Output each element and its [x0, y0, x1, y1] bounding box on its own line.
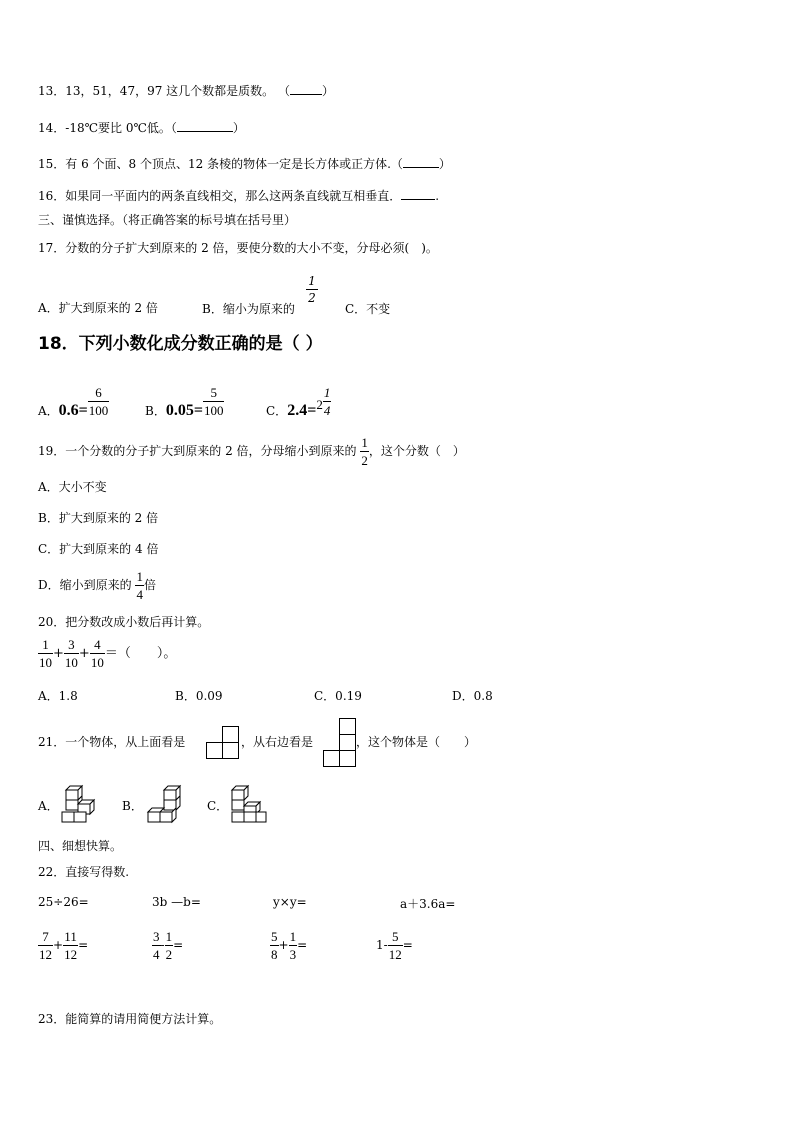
answer-blank[interactable] [403, 167, 439, 168]
calc-item: y×y= [273, 895, 307, 909]
question-20-option-d[interactable]: D．0.8 [452, 689, 493, 703]
calc-item: a＋3.6a= [400, 897, 456, 911]
question-19-option-b[interactable]: B．扩大到原来的 2 倍 [38, 511, 159, 525]
calc-item: $\frac{7}{12}$ + $\frac{11}{12}$ = [39, 929, 89, 962]
fraction: $\frac{5}{100}$ [203, 385, 224, 418]
question-17-option-b-fraction: 1 2 [306, 275, 318, 304]
fraction: $\frac{1}{2}$ [361, 435, 368, 468]
question-18-option-c[interactable]: C．2.4=2 $\frac{1}{4}$ [266, 385, 331, 419]
calc-item: $\frac{3}{4}$ - $\frac{1}{2}$ = [153, 929, 184, 962]
fraction: $\frac{1}{2}$ [165, 929, 173, 962]
question-13-text: 13．13，51，47，97 这几个数都是质数。 （ [38, 84, 290, 98]
calc-item: $\frac{5}{8}$ + $\frac{1}{3}$ = [271, 929, 308, 962]
question-14-text: 14．-18℃要比 0℃低。（ [38, 121, 177, 135]
option-c-cube-figure [228, 784, 268, 824]
question-16-text: 16．如果同一平面内的两条直线相交，那么这两条直线就互相垂直． [38, 189, 402, 203]
question-17-option-b[interactable]: B．缩小为原来的 [202, 302, 295, 316]
calc-item: 25÷26= [38, 895, 89, 909]
question-22: 22．直接写得数. [38, 865, 130, 879]
question-20-option-c[interactable]: C．0.19 [314, 689, 362, 703]
question-20-expression: $\frac{1}{10}$ + $\frac{3}{10}$ + $\frac{4}{10}$ ＝（ ）。 [39, 637, 177, 670]
question-19-option-c[interactable]: C．扩大到原来的 4 倍 [38, 542, 159, 556]
question-14: 14．-18℃要比 0℃低。（ ） [38, 121, 245, 135]
section-heading-4: 四、细想快算。 [38, 839, 123, 853]
fraction: $\frac{6}{100}$ [88, 385, 109, 418]
fraction: $\frac{4}{10}$ [90, 637, 104, 670]
answer-blank[interactable] [177, 131, 233, 132]
fraction: $\frac{1}{4}$ [136, 569, 143, 602]
question-15-text: 15．有 6 个面、8 个顶点、12 条棱的物体一定是长方体或正方体.（ [38, 157, 403, 171]
fraction: $\frac{3}{10}$ [64, 637, 78, 670]
answer-blank[interactable] [290, 94, 322, 95]
top-view-figure [206, 726, 240, 760]
question-18: 18．下列小数化成分数正确的是（ ） [38, 334, 323, 354]
right-view-figure [322, 718, 356, 768]
answer-blank[interactable] [401, 199, 435, 200]
question-21-option-a[interactable]: A． [38, 799, 59, 813]
section-heading-3: 三、谨慎选择。（将正确答案的标号填在括号里） [38, 213, 297, 227]
question-20-option-a[interactable]: A．1.8 [38, 689, 78, 703]
question-19-option-d[interactable]: D．缩小到原来的 $\frac{1}{4}$ 倍 [38, 569, 156, 602]
question-17-option-c[interactable]: C．不变 [345, 302, 391, 316]
question-21-option-b[interactable]: B． [122, 799, 143, 813]
calc-item: 1- $\frac{5}{12}$ = [376, 929, 413, 962]
question-21-text-3: ，这个物体是（ ） [356, 735, 477, 749]
fraction: $\frac{7}{12}$ [39, 929, 52, 962]
question-21-text-2: ，从右边看是 [241, 735, 314, 749]
question-13: 13．13，51，47，97 这几个数都是质数。 （ ） [38, 84, 334, 98]
question-15: 15．有 6 个面、8 个顶点、12 条棱的物体一定是长方体或正方体.（ ） [38, 157, 451, 171]
question-18-option-b[interactable]: B．0.05= $\frac{5}{100}$ [145, 385, 224, 419]
fraction: $\frac{3}{4}$ [153, 929, 160, 962]
question-17-option-a[interactable]: A．扩大到原来的 2 倍 [38, 301, 158, 315]
fraction: $\frac{5}{12}$ [388, 929, 402, 962]
question-21-option-c[interactable]: C． [207, 799, 229, 813]
question-19-option-a[interactable]: A．大小不变 [38, 480, 107, 494]
fraction: $\frac{1}{3}$ [289, 929, 297, 962]
question-20: 20．把分数改成小数后再计算。 [38, 615, 210, 629]
question-17: 17．分数的分子扩大到原来的 2 倍，要使分数的大小不变，分母必须( )。 [38, 241, 438, 255]
question-23: 23．能简算的请用简便方法计算。 [38, 1012, 222, 1026]
question-16: 16．如果同一平面内的两条直线相交，那么这两条直线就互相垂直． . [38, 189, 440, 203]
calc-item: 3b —b= [152, 895, 201, 909]
fraction: $\frac{5}{8}$ [271, 929, 278, 962]
question-21-text-1: 21．一个物体，从上面看是 [38, 735, 186, 749]
question-18-option-a[interactable]: A．0.6= $\frac{6}{100}$ [38, 385, 109, 419]
fraction: $\frac{11}{12}$ [64, 929, 78, 962]
question-20-option-b[interactable]: B．0.09 [175, 689, 223, 703]
fraction: $\frac{1}{10}$ [39, 637, 52, 670]
question-19: 19．一个分数的分子扩大到原来的 2 倍，分母缩小到原来的 $\frac{1}{2}$ ，这个分数（ ） [38, 435, 465, 468]
option-b-cube-figure [146, 784, 182, 824]
option-a-cube-figure [60, 784, 96, 824]
fraction: $\frac{1}{4}$ [323, 385, 331, 418]
